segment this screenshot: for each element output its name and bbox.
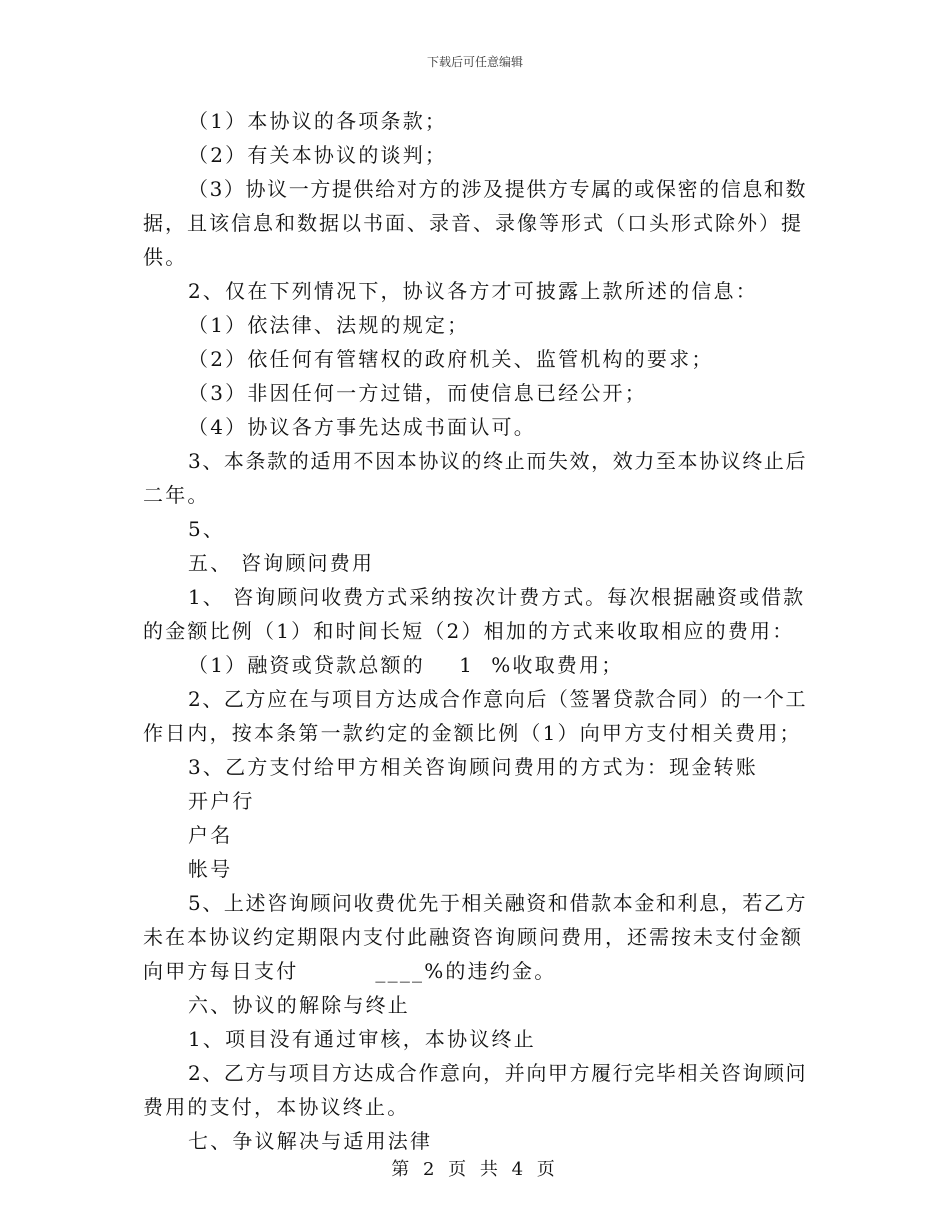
text-line: 五、 咨询顾问费用: [188, 551, 375, 575]
text-line: 供。: [143, 245, 188, 269]
page-footer: 第 2 页 共 4 页: [391, 1159, 559, 1180]
text-line: 5、: [188, 517, 226, 541]
text-line: 2、乙方应在与项目方达成合作意向后（签署贷款合同）的一个工: [188, 687, 808, 711]
text-line: 开户行: [188, 789, 255, 813]
text-line: （1）本协议的各项条款；: [188, 109, 448, 133]
text-line: 向甲方每日支付 ____%的违约金。: [143, 959, 557, 983]
text-line: 的金额比例（1）和时间长短（2）相加的方式来收取相应的费用：: [143, 619, 795, 643]
text-line: 2、仅在下列情况下，协议各方才可披露上款所述的信息：: [188, 279, 758, 303]
text-line: （3）非因任何一方过错，而使信息已经公开；: [188, 381, 647, 405]
text-line: 作日内，按本条第一款约定的金额比例（1）向甲方支付相关费用；: [143, 721, 802, 745]
page-header-note: 下载后可任意编辑: [426, 55, 523, 69]
text-line: 据，且该信息和数据以书面、录音、录像等形式（口头形式除外）提: [143, 211, 803, 235]
text-line: 1、项目没有通过审核，本协议终止: [188, 1027, 536, 1051]
text-line: 六、协议的解除与终止: [188, 993, 410, 1017]
text-line: 户名: [188, 823, 233, 847]
document-body: [143, 104, 807, 1158]
text-line: 七、争议解决与适用法律: [188, 1129, 433, 1153]
text-line: 3、乙方支付给甲方相关咨询顾问费用的方式为：现金转账: [188, 755, 758, 779]
text-line: （2）有关本协议的谈判；: [188, 143, 448, 167]
text-line: （1）融资或贷款总额的 1 %收取费用；: [188, 653, 624, 677]
text-line: （2）依任何有管辖权的政府机关、监管机构的要求；: [188, 347, 714, 371]
text-line: 3、本条款的适用不因本协议的终止而失效，效力至本协议终止后: [188, 449, 808, 473]
text-line: （4）协议各方事先达成书面认可。: [188, 415, 536, 439]
text-line: 未在本协议约定期限内支付此融资咨询顾问费用，还需按未支付金额: [143, 925, 803, 949]
text-line: 2、乙方与项目方达成合作意向，并向甲方履行完毕相关咨询顾问: [188, 1061, 808, 1085]
text-line: （3）协议一方提供给对方的涉及提供方专属的或保密的信息和数: [188, 177, 808, 201]
text-line: 二年。: [143, 483, 210, 507]
text-line: （1）依法律、法规的规定；: [188, 313, 470, 337]
text-line: 5、上述咨询顾问收费优先于相关融资和借款本金和利息，若乙方: [188, 891, 808, 915]
text-line: 帐号: [188, 857, 233, 881]
text-line: 1、 咨询顾问收费方式采纳按次计费方式。每次根据融资或借款: [188, 585, 806, 609]
text-line: 费用的支付，本协议终止。: [143, 1095, 410, 1119]
